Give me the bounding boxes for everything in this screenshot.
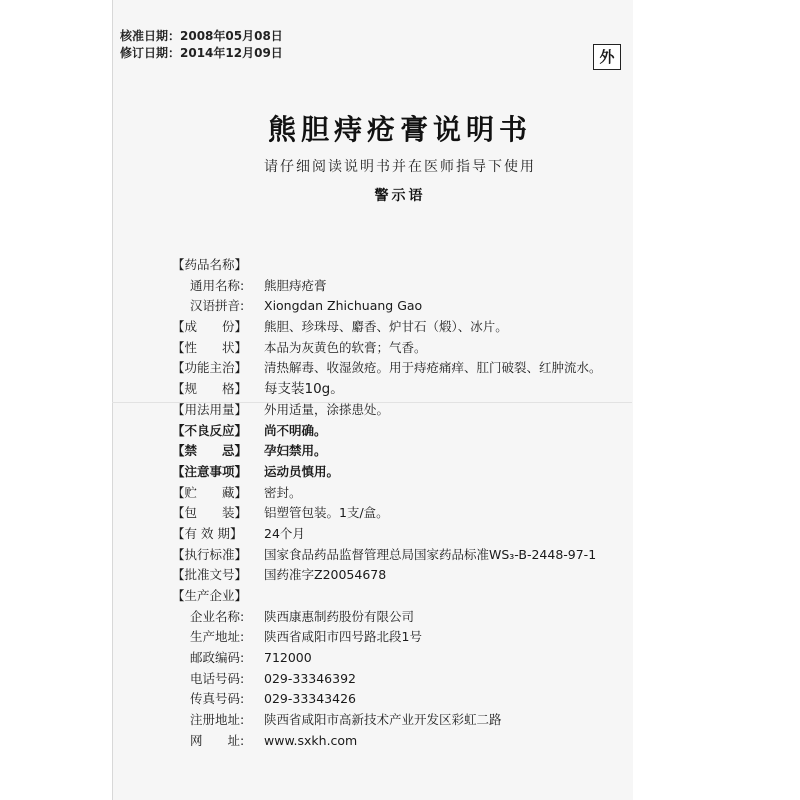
external-use-stamp: 外 (593, 44, 621, 70)
field-label: 网 址: (190, 732, 245, 748)
field-row-contraindications (172, 441, 642, 462)
field-row-standard (172, 545, 642, 566)
field-row-fax (172, 689, 642, 710)
field-label: 【性 状】 (172, 339, 248, 355)
field-value: 029-33346392 (264, 670, 356, 686)
field-value: 国家食品药品监督管理总局国家药品标准WS₃-B-2448-97-1 (264, 546, 597, 562)
field-label: 注册地址: (190, 712, 245, 728)
field-row-packaging (172, 503, 642, 524)
field-label: 【贮 藏】 (172, 484, 248, 500)
field-label: 电话号码: (190, 670, 245, 686)
field-label: 【药品名称】 (172, 257, 248, 272)
field-row-pinyin (172, 296, 642, 317)
field-value: 外用适量，涂搽患处。 (264, 401, 390, 417)
field-row-indications (172, 358, 642, 379)
field-label: 【不良反应】 (172, 422, 248, 438)
revision-date: 修订日期：2014年12月09日 (120, 46, 283, 60)
field-row-generic-name (172, 276, 642, 297)
field-label: 【用法用量】 (172, 401, 248, 417)
field-value: 熊胆、珍珠母、麝香、炉甘石（煅）、冰片。 (264, 319, 508, 335)
field-value: 本品为灰黄色的软膏；气香。 (264, 339, 427, 355)
document-title: 熊胆痔疮膏说明书 (267, 113, 532, 146)
document-subtitle: 请仔细阅读说明书并在医师指导下使用 (264, 159, 536, 175)
field-label: 【功能主治】 (172, 360, 248, 376)
field-row-phone (172, 669, 642, 690)
field-row-drug-name (172, 255, 642, 276)
field-label: 通用名称: (190, 277, 245, 293)
field-list (172, 255, 642, 752)
field-row-ingredients (172, 317, 642, 338)
field-row-postal-code (172, 648, 642, 669)
field-value: 熊胆痔疮膏 (264, 277, 327, 293)
field-value: 每支装10g。 (264, 381, 344, 398)
field-value: 712000 (264, 650, 312, 666)
field-value: Xiongdan Zhichuang Gao (264, 298, 423, 314)
field-row-shelf-life (172, 524, 642, 545)
field-value: 密封。 (264, 484, 302, 500)
field-value: 孕妇禁用。 (264, 443, 327, 459)
field-row-registered-address (172, 710, 642, 731)
field-value: 运动员慎用。 (264, 463, 340, 479)
field-label: 【批准文号】 (172, 567, 248, 583)
field-value: 国药准字Z20054678 (264, 567, 387, 583)
field-row-specification (172, 379, 642, 400)
field-label: 【有 效 期】 (172, 525, 243, 541)
field-row-storage (172, 483, 642, 504)
field-row-production-address (172, 627, 642, 648)
field-value: 陕西省咸阳市高新技术产业开发区彩虹二路 (264, 712, 502, 728)
field-row-precautions (172, 462, 642, 483)
field-row-adverse-reactions (172, 421, 642, 442)
field-value: 铝塑管包装。1支/盒。 (264, 505, 389, 521)
field-label: 汉语拼音: (190, 298, 245, 314)
field-label: 【包 装】 (172, 505, 248, 521)
approval-dates (120, 28, 283, 62)
approval-date: 核准日期：2008年05月08日 (120, 29, 283, 43)
field-row-manufacturer (172, 586, 642, 607)
field-label: 传真号码: (190, 691, 245, 707)
field-label: 【注意事项】 (172, 463, 248, 479)
field-label: 邮政编码: (190, 650, 245, 666)
field-label: 【规 格】 (172, 381, 248, 397)
field-label: 【成 份】 (172, 319, 248, 335)
field-row-description (172, 338, 642, 359)
field-row-approval-number (172, 565, 642, 586)
field-label: 【生产企业】 (172, 588, 248, 603)
field-label: 生产地址: (190, 629, 245, 645)
field-row-company-name (172, 607, 642, 628)
field-label: 【禁 忌】 (172, 443, 248, 459)
field-label: 企业名称: (190, 608, 245, 624)
field-value: 24个月 (264, 525, 305, 541)
field-value: 清热解毒、收湿敛疮。用于痔疮痛痒、肛门破裂、红肿流水。 (264, 360, 602, 376)
field-row-dosage (172, 400, 642, 421)
warning-heading: 警示语 (374, 188, 426, 204)
field-value: www.sxkh.com (264, 732, 358, 748)
field-value: 陕西康惠制药股份有限公司 (264, 608, 415, 624)
field-value: 尚不明确。 (264, 422, 327, 438)
field-label: 【执行标准】 (172, 546, 248, 562)
field-value: 陕西省咸阳市四号路北段1号 (264, 629, 422, 645)
field-value: 029-33343426 (264, 691, 356, 707)
field-row-website (172, 731, 642, 752)
